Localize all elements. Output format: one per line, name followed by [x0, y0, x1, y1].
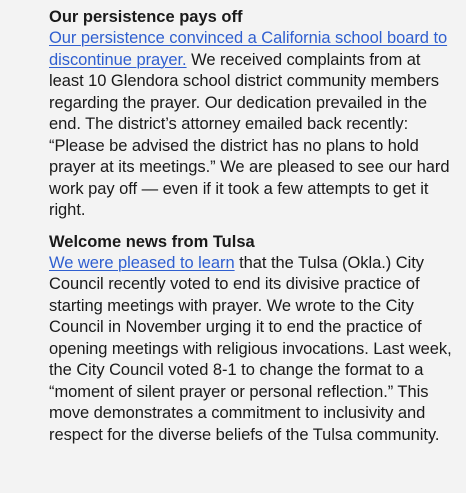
section-persistence — [49, 7, 452, 222]
section-paragraph — [49, 28, 452, 222]
california-school-board-link[interactable]: Our persistence convinced a California school board to discontinue prayer. — [49, 29, 448, 69]
paragraph-text: that the Tulsa (Okla.) City Council recently voted to end its divisive practice of starting meetings with prayer. We wrote to the City Council in November urging it to end the practice of opening meetings with religious invocations. Last week, the City Council voted 8-1 to change the format to a “moment of silent prayer or personal reflection.” This move demonstrates a commitment to inclusivity and respect for the diverse beliefs of the Tulsa community. — [49, 253, 452, 444]
section-paragraph — [49, 253, 452, 447]
section-heading: Our persistence pays off — [49, 8, 243, 26]
section-heading: Welcome news from Tulsa — [49, 232, 255, 251]
tulsa-news-link[interactable]: We were pleased to learn — [49, 253, 235, 272]
paragraph-text: We received complaints from at least 10 Glendora school district community members regarding the prayer. Our dedication prevailed in the end. The district’s attorney emailed back recently: “Please be advised the district has no plans to hold prayer at its meetings.” We are pleased to see our hard work pay off — even if it took a few attempts to get it right. — [49, 50, 450, 219]
section-tulsa — [49, 232, 452, 447]
